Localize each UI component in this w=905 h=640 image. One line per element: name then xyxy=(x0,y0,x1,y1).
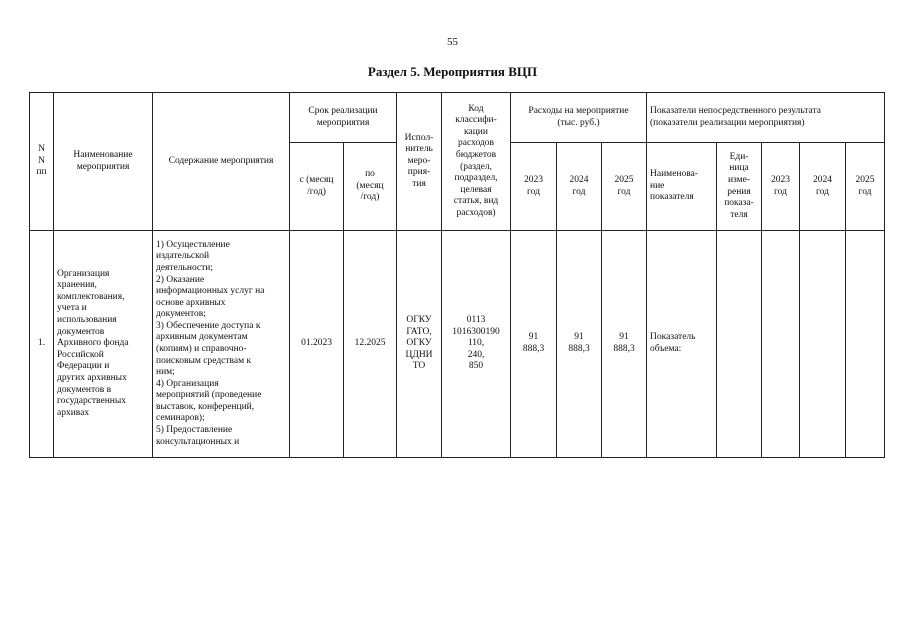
text-line: 91 xyxy=(619,332,629,343)
text-line: Организация xyxy=(57,268,110,279)
page-number: 55 xyxy=(447,36,458,48)
text-line: по xyxy=(365,169,375,180)
header-name xyxy=(54,93,153,231)
text-line: Архивного фонда xyxy=(57,338,129,349)
text-line: с (месяц xyxy=(299,174,334,185)
text-line: 2025 xyxy=(855,174,875,185)
section-title: Раздел 5. Мероприятия ВЦП xyxy=(367,64,538,79)
text-line: 2) Оказание xyxy=(156,274,205,285)
row-budget-code xyxy=(442,231,511,458)
text-line: Код xyxy=(468,103,484,114)
row-ind-name xyxy=(647,231,717,458)
text-line: /год) xyxy=(307,186,326,197)
text-line: 0113 xyxy=(466,315,486,326)
text-line: ние xyxy=(650,180,665,191)
text-line: нитель xyxy=(405,144,433,155)
text-line: теля xyxy=(730,209,748,220)
row-ind-2023 xyxy=(762,231,800,458)
text-line: мероприятия xyxy=(76,161,130,172)
header-indicators xyxy=(647,93,885,143)
text-line: рения xyxy=(727,186,751,197)
text-line: ница xyxy=(729,163,749,174)
header-ind-name xyxy=(647,143,717,231)
header-content: Содержание мероприятия xyxy=(153,93,290,231)
header-exp-2024 xyxy=(557,143,602,231)
text-line: ОГКУ xyxy=(406,315,432,326)
header-ind-unit xyxy=(717,143,762,231)
text-line: семинаров); xyxy=(156,413,205,424)
text-line: (копиям) и справочно- xyxy=(156,344,247,354)
text-line: (показатели реализации мероприятия) xyxy=(650,117,805,128)
text-line: 2023 xyxy=(524,174,544,185)
header-ind-2024 xyxy=(800,143,846,231)
text-line: 888,3 xyxy=(613,344,635,354)
text-line: (раздел, xyxy=(460,161,492,172)
text-line: 888,3 xyxy=(568,344,590,354)
header-expenses xyxy=(511,93,647,143)
header-ind-2023 xyxy=(762,143,800,231)
row-exp-2023 xyxy=(511,231,557,458)
text-line: показа- xyxy=(724,198,754,209)
text-line: документов в xyxy=(57,384,112,395)
text-line: 850 xyxy=(468,361,484,372)
text-line: документов xyxy=(57,326,105,337)
row-num: 1. xyxy=(30,231,54,458)
text-line: архивным документам xyxy=(156,332,248,343)
text-line: Показатель xyxy=(650,332,696,343)
header-exp-2025 xyxy=(602,143,647,231)
text-line: 4) Организация xyxy=(156,378,219,389)
text-line: 888,3 xyxy=(522,344,545,354)
text-line: год xyxy=(858,186,872,197)
row-name xyxy=(54,231,153,458)
text-line: год xyxy=(527,186,540,197)
text-line: документов; xyxy=(156,309,206,320)
text-line: поисковым средствам к xyxy=(156,355,252,366)
row-ind-2024 xyxy=(800,231,846,458)
text-line: расходов) xyxy=(456,207,496,218)
text-line: 91 xyxy=(528,332,539,343)
text-line: выставок, конференций, xyxy=(156,401,255,412)
text-line: (месяц xyxy=(356,180,384,191)
text-line: 1016300190 xyxy=(452,326,500,337)
text-line: основе архивных xyxy=(156,297,226,308)
header-budget-code xyxy=(442,93,511,231)
text-line: мероприятия xyxy=(316,117,370,128)
row-period-to: 12.2025 xyxy=(344,231,397,458)
text-line: комплектования, xyxy=(57,291,125,302)
text-line: ОГКУ xyxy=(406,338,432,349)
text-line: 240, xyxy=(467,349,485,360)
text-line: Наименование xyxy=(73,149,133,160)
text-line: Расходы на мероприятие xyxy=(528,105,629,116)
text-line: показателя xyxy=(650,192,694,203)
header-ind-2025 xyxy=(846,143,885,231)
text-line: классифи- xyxy=(455,115,497,126)
row-ind-2025 xyxy=(846,231,885,458)
text-line: бюджетов xyxy=(455,149,497,160)
text-line: ТО xyxy=(412,361,426,372)
text-line: изме- xyxy=(727,174,751,185)
text-line: 3) Обеспечение доступа к xyxy=(156,320,261,331)
text-line: 2023 xyxy=(771,174,791,185)
row-content xyxy=(153,231,290,458)
header-period-from xyxy=(290,143,344,231)
text-line: других архивных xyxy=(57,372,127,383)
text-line: 2025 xyxy=(614,174,634,185)
table-row xyxy=(30,231,885,458)
text-line: год xyxy=(617,186,631,197)
text-line: Испол- xyxy=(404,132,434,143)
text-line: прия- xyxy=(407,167,431,178)
activities-table xyxy=(29,92,885,458)
text-line: расходов xyxy=(458,138,495,149)
header-period xyxy=(290,93,397,143)
row-ind-unit xyxy=(717,231,762,458)
text-line: Срок реализации xyxy=(308,105,378,116)
row-executor xyxy=(397,231,442,458)
text-line: государственных xyxy=(57,396,127,407)
text-line: деятельности; xyxy=(156,262,214,273)
text-line: Еди- xyxy=(729,151,749,162)
header-period-to xyxy=(344,143,397,231)
text-line: издательской xyxy=(156,251,210,262)
text-line: целевая xyxy=(460,184,492,195)
text-line: 2024 xyxy=(813,174,833,185)
text-line: объема: xyxy=(650,344,682,354)
header-num xyxy=(30,93,54,231)
text-line: ним; xyxy=(156,367,175,378)
text-line: 110, xyxy=(467,338,485,349)
text-line: ГАТО, xyxy=(406,326,432,337)
text-line: хранения, xyxy=(57,280,97,291)
text-line: подраздел, xyxy=(454,173,498,184)
text-line: учета и xyxy=(57,303,87,314)
text-line: архивах xyxy=(57,407,90,418)
text-line: тия xyxy=(412,178,426,189)
text-line: статья, вид xyxy=(453,196,499,207)
text-line: пп xyxy=(36,167,47,178)
text-line: N xyxy=(38,144,45,155)
text-line: /год) xyxy=(360,192,380,203)
text-line: информационных услуг на xyxy=(156,286,265,297)
text-line: Российской xyxy=(57,349,104,360)
text-line: мероприятий (проведение xyxy=(156,390,262,401)
text-line: использования xyxy=(57,315,117,326)
text-line: консультационных и xyxy=(156,436,240,447)
header-executor xyxy=(397,93,442,231)
text-line: год xyxy=(816,186,829,197)
text-line: 91 xyxy=(574,332,584,343)
row-exp-2025 xyxy=(602,231,647,458)
text-line: 5) Предоставление xyxy=(156,425,233,436)
text-line: год xyxy=(774,186,787,197)
text-line: кации xyxy=(464,126,488,137)
row-period-from: 01.2023 xyxy=(290,231,344,458)
row-exp-2024 xyxy=(557,231,602,458)
text-line: Показатели непосредственного результата xyxy=(650,105,821,116)
text-line: N xyxy=(38,155,45,166)
text-line: 2024 xyxy=(569,174,589,185)
text-line: год xyxy=(572,186,586,197)
header-exp-2023 xyxy=(511,143,557,231)
header-row-top xyxy=(30,93,885,143)
text-line: (тыс. руб.) xyxy=(557,117,600,128)
text-line: ЦДНИ xyxy=(405,349,433,360)
text-line: меро- xyxy=(407,155,431,166)
text-line: 1) Осуществление xyxy=(156,239,230,250)
text-line: Наименова- xyxy=(650,169,698,180)
text-line: Федерации и xyxy=(57,361,110,372)
